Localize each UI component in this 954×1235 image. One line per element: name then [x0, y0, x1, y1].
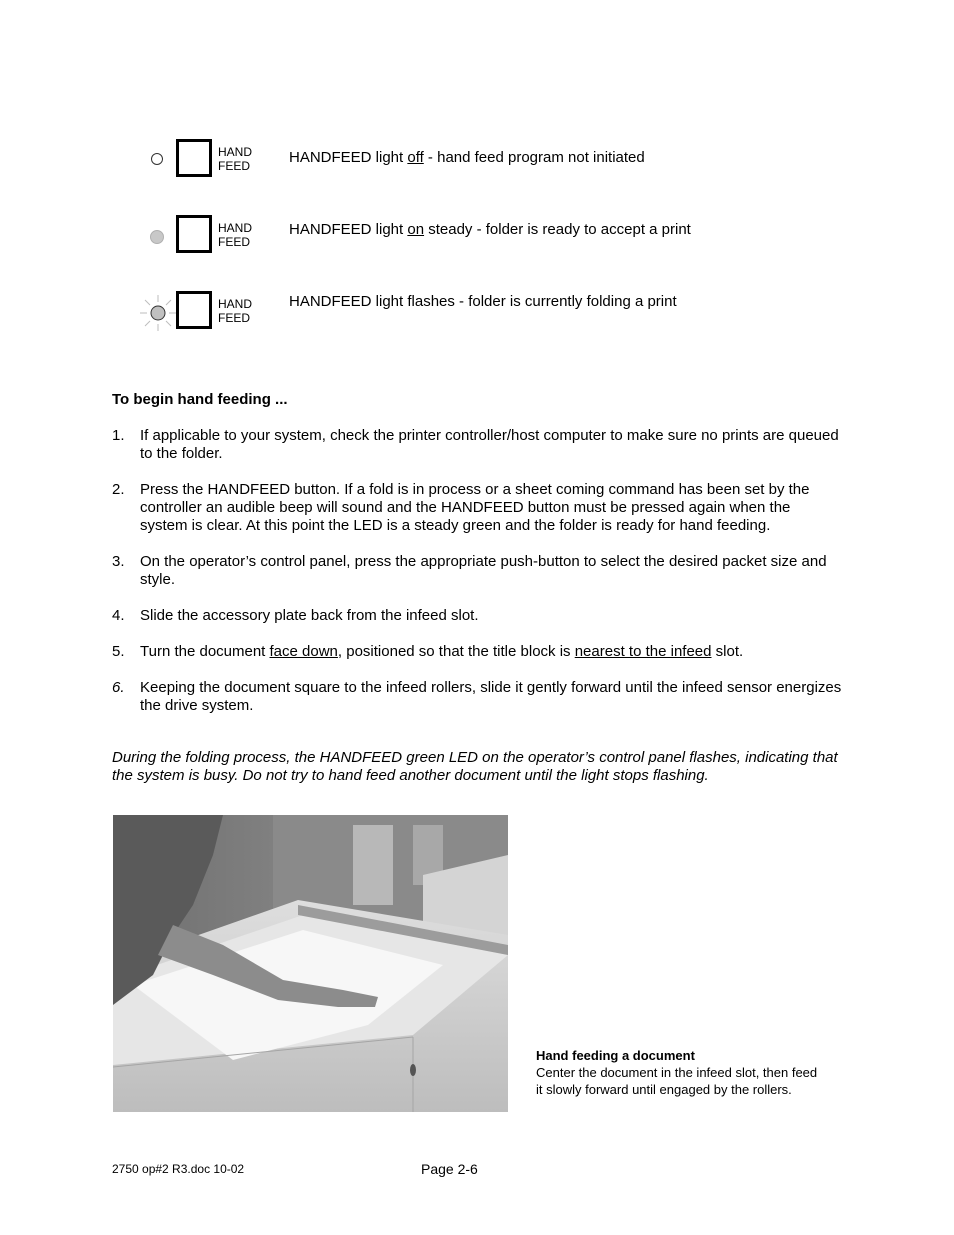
- photo-caption: [536, 1047, 826, 1098]
- page-number: Page 2-6: [421, 1161, 478, 1177]
- flashing-rays-icon: [138, 293, 178, 333]
- caption-body: Center the document in the infeed slot, then feed it slowly forward until engaged by the rollers.: [536, 1065, 818, 1097]
- handfeed-button-illustration: [176, 139, 212, 177]
- indicator-description-on: HANDFEED light on steady - folder is ready to accept a print: [289, 221, 691, 238]
- handfeed-button-label: HAND FEED: [218, 145, 253, 173]
- hand-feeding-photo: [113, 815, 508, 1112]
- handfeed-button-label: HAND FEED: [218, 221, 253, 249]
- list-item: 3. On the operator’s control panel, press the appropriate push-button to select the desired packet size and style.: [112, 553, 827, 588]
- section-heading: To begin hand feeding ...: [112, 391, 288, 408]
- indicator-description-off: HANDFEED light off - hand feed program not initiated: [289, 149, 645, 166]
- indicator-description-flashing: HANDFEED light flashes - folder is currently folding a print: [289, 293, 677, 310]
- handfeed-button-illustration: [176, 215, 212, 253]
- list-item: 6. Keeping the document square to the infeed rollers, slide it gently forward until the infeed sensor energizes the drive system.: [112, 679, 842, 714]
- list-item: 1. If applicable to your system, check the printer controller/host computer to make sure no prints are queued to the folder.: [112, 427, 839, 462]
- handfeed-button-illustration: [176, 291, 212, 329]
- led-off-indicator: [151, 153, 163, 165]
- handfeed-button-label: HAND FEED: [218, 297, 253, 325]
- caption-title: Hand feeding a document: [536, 1048, 695, 1063]
- list-item: 2. Press the HANDFEED button. If a fold is in process or a sheet coming command has been set by the controller an audible beep will sound and the HANDFEED button must be pressed again when the system is clear. At this point the LED is a steady green and the folder is ready for hand feeding.: [112, 481, 810, 534]
- led-on-indicator: [150, 230, 164, 244]
- footer-document-id: 2750 op#2 R3.doc 10-02: [112, 1162, 245, 1176]
- list-item: 5. Turn the document face down, positioned so that the title block is nearest to the infeed slot.: [112, 643, 744, 660]
- instruction-steps: [112, 427, 842, 733]
- list-item: 4. Slide the accessory plate back from the infeed slot.: [112, 607, 479, 624]
- folding-process-note: During the folding process, the HANDFEED green LED on the operator’s control panel flashes, indicating that the system is busy. Do not try to hand feed another document until the light stops flashing.: [112, 749, 838, 784]
